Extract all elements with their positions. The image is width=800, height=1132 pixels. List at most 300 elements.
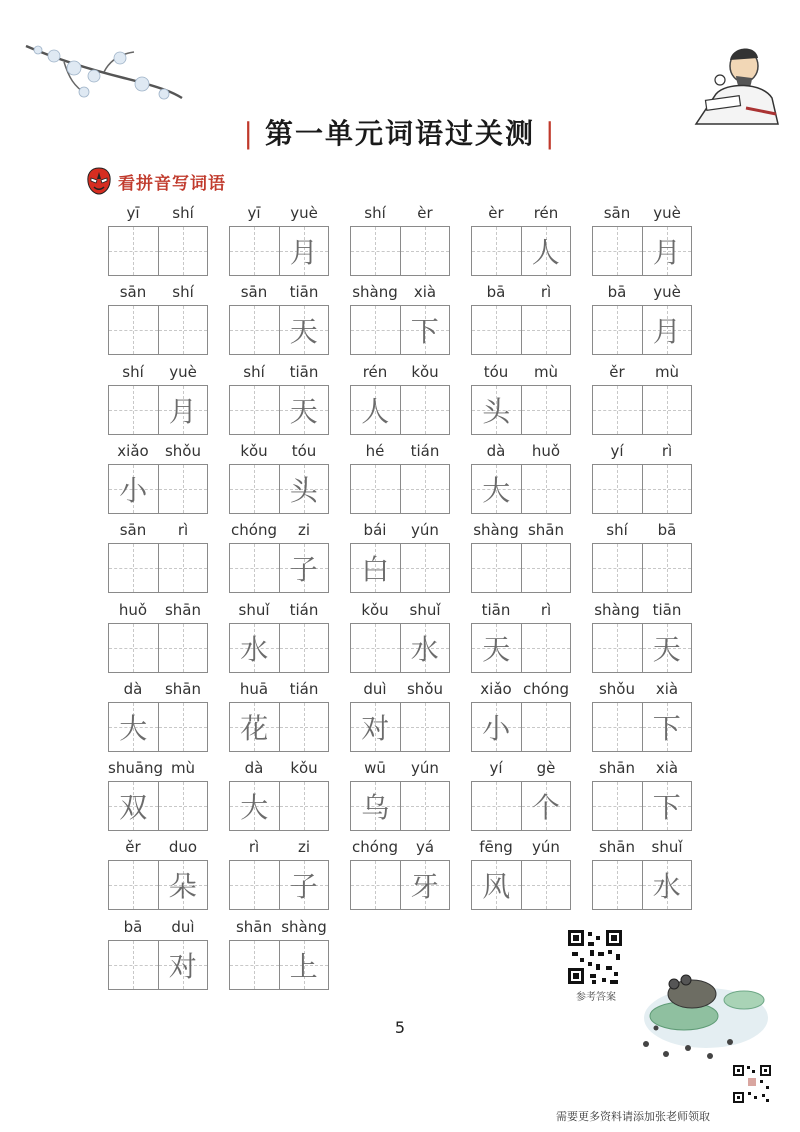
- hint-character: 天: [289, 395, 318, 428]
- hint-character: 双: [119, 791, 148, 824]
- pinyin-syllable: yī: [126, 204, 140, 222]
- pinyin-syllable: yún: [411, 759, 439, 777]
- pinyin-row: [471, 361, 571, 383]
- character-cell[interactable]: [521, 781, 572, 831]
- character-cell[interactable]: [521, 385, 572, 435]
- pinyin-syllable: tián: [289, 601, 319, 619]
- character-cell[interactable]: [642, 702, 693, 752]
- character-cell[interactable]: [350, 623, 401, 673]
- hint-character: 白: [361, 553, 390, 586]
- character-cell[interactable]: [592, 226, 643, 276]
- pinyin-syllable: xiǎo: [117, 442, 149, 460]
- hint-character: 上: [289, 950, 318, 983]
- word-item: [108, 202, 208, 278]
- character-cell[interactable]: [108, 543, 159, 593]
- hint-character: 乌: [361, 791, 390, 824]
- character-cell[interactable]: [592, 623, 643, 673]
- tianzige-boxes: [229, 305, 329, 355]
- character-cell[interactable]: [400, 623, 451, 673]
- hint-character: 对: [361, 712, 390, 745]
- character-cell[interactable]: [400, 860, 451, 910]
- pinyin-syllable: èr: [417, 204, 433, 222]
- character-cell[interactable]: [279, 781, 330, 831]
- tianzige-boxes: [350, 385, 450, 435]
- hint-character: 天: [482, 633, 511, 666]
- character-cell[interactable]: [642, 860, 693, 910]
- character-cell[interactable]: [229, 781, 280, 831]
- pinyin-syllable: mù: [170, 759, 196, 777]
- pinyin-syllable: huǒ: [531, 442, 561, 460]
- hint-character: 子: [289, 553, 318, 586]
- tianzige-boxes: [471, 226, 571, 276]
- tianzige-boxes: [350, 860, 450, 910]
- pinyin-row: [471, 440, 571, 462]
- word-item: [229, 916, 329, 992]
- hint-character: 人: [531, 236, 560, 269]
- pinyin-syllable: shān: [164, 680, 202, 698]
- character-cell[interactable]: [158, 464, 209, 514]
- footer-note: 需要更多资料请添加张老师领取: [556, 1110, 710, 1123]
- hint-character: 牙: [410, 870, 439, 903]
- tianzige-boxes: [108, 385, 208, 435]
- pinyin-syllable: shǒu: [598, 680, 635, 698]
- character-cell[interactable]: [400, 543, 451, 593]
- character-cell[interactable]: [521, 860, 572, 910]
- character-cell[interactable]: [592, 702, 643, 752]
- pinyin-syllable: shí: [364, 204, 386, 222]
- word-item: [229, 519, 329, 595]
- tianzige-boxes: [592, 781, 692, 831]
- pinyin-syllable: bái: [363, 521, 387, 539]
- pinyin-row: [350, 202, 450, 224]
- character-cell[interactable]: [642, 385, 693, 435]
- pinyin-row: [471, 836, 571, 858]
- pinyin-row: [350, 281, 450, 303]
- hint-character: 朵: [168, 870, 197, 903]
- pinyin-syllable: rì: [540, 601, 552, 619]
- title-left-bar: |: [243, 117, 255, 150]
- pinyin-syllable: bā: [657, 521, 677, 539]
- hint-character: 子: [289, 870, 318, 903]
- pinyin-syllable: shí: [172, 204, 194, 222]
- word-item: [471, 361, 571, 437]
- word-item: [592, 361, 692, 437]
- character-cell[interactable]: [400, 464, 451, 514]
- pinyin-syllable: yī: [247, 204, 261, 222]
- tianzige-boxes: [592, 702, 692, 752]
- tianzige-boxes: [108, 940, 208, 990]
- character-cell[interactable]: [158, 781, 209, 831]
- pinyin-syllable: rén: [533, 204, 559, 222]
- character-cell[interactable]: [108, 226, 159, 276]
- pinyin-row: [350, 440, 450, 462]
- character-cell[interactable]: [108, 305, 159, 355]
- tianzige-boxes: [229, 464, 329, 514]
- pinyin-syllable: shān: [235, 918, 273, 936]
- pinyin-row: [108, 757, 208, 779]
- character-cell[interactable]: [229, 940, 280, 990]
- character-cell[interactable]: [108, 860, 159, 910]
- pinyin-syllable: xià: [413, 283, 437, 301]
- character-cell[interactable]: [521, 305, 572, 355]
- character-cell[interactable]: [229, 623, 280, 673]
- character-cell[interactable]: [471, 543, 522, 593]
- tianzige-boxes: [350, 702, 450, 752]
- hint-character: 天: [652, 633, 681, 666]
- character-cell[interactable]: [279, 543, 330, 593]
- hint-character: 花: [240, 712, 269, 745]
- character-cell[interactable]: [592, 385, 643, 435]
- tianzige-boxes: [108, 226, 208, 276]
- character-cell[interactable]: [400, 781, 451, 831]
- character-cell[interactable]: [471, 385, 522, 435]
- pinyin-row: [350, 678, 450, 700]
- pinyin-syllable: shí: [243, 363, 265, 381]
- tianzige-boxes: [592, 305, 692, 355]
- pinyin-syllable: yuè: [653, 283, 681, 301]
- word-item: [350, 202, 450, 278]
- character-cell[interactable]: [108, 464, 159, 514]
- page-number: 5: [394, 1018, 406, 1037]
- character-cell[interactable]: [521, 623, 572, 673]
- word-item: [229, 678, 329, 754]
- word-item: [592, 519, 692, 595]
- word-item: [471, 440, 571, 516]
- tianzige-boxes: [229, 226, 329, 276]
- hint-character: 下: [652, 712, 681, 745]
- character-cell[interactable]: [642, 623, 693, 673]
- pinyin-row: [108, 916, 208, 938]
- pinyin-syllable: shuǐ: [651, 838, 683, 856]
- pinyin-row: [108, 361, 208, 383]
- character-cell[interactable]: [279, 940, 330, 990]
- word-item: [471, 757, 571, 833]
- pinyin-syllable: mù: [533, 363, 559, 381]
- pinyin-syllable: dà: [244, 759, 264, 777]
- qr-code-label: 参考答案: [576, 992, 616, 1003]
- pinyin-row: [592, 440, 692, 462]
- character-cell[interactable]: [400, 385, 451, 435]
- hint-character: 下: [652, 791, 681, 824]
- pinyin-syllable: hé: [365, 442, 385, 460]
- tianzige-boxes: [229, 860, 329, 910]
- pinyin-row: [350, 836, 450, 858]
- pinyin-row: [471, 678, 571, 700]
- character-cell[interactable]: [521, 702, 572, 752]
- pinyin-row: [350, 361, 450, 383]
- character-cell[interactable]: [279, 385, 330, 435]
- word-item: [229, 361, 329, 437]
- hint-character: 大: [119, 712, 148, 745]
- character-cell[interactable]: [350, 781, 401, 831]
- pinyin-syllable: shǒu: [164, 442, 201, 460]
- word-item: [108, 440, 208, 516]
- character-cell[interactable]: [642, 226, 693, 276]
- word-item: [592, 281, 692, 357]
- character-cell[interactable]: [108, 385, 159, 435]
- character-cell[interactable]: [279, 623, 330, 673]
- character-cell[interactable]: [400, 226, 451, 276]
- pinyin-syllable: sān: [119, 521, 147, 539]
- pinyin-syllable: tián: [289, 680, 319, 698]
- character-cell[interactable]: [592, 464, 643, 514]
- hint-character: 小: [482, 712, 511, 745]
- pinyin-syllable: sān: [119, 283, 147, 301]
- pinyin-row: [108, 202, 208, 224]
- character-cell[interactable]: [158, 305, 209, 355]
- pinyin-row: [592, 599, 692, 621]
- character-cell[interactable]: [108, 702, 159, 752]
- character-cell[interactable]: [279, 226, 330, 276]
- character-cell[interactable]: [350, 226, 401, 276]
- tianzige-boxes: [350, 226, 450, 276]
- hint-character: 下: [410, 315, 439, 348]
- word-item: [471, 836, 571, 912]
- pinyin-syllable: shí: [172, 283, 194, 301]
- hint-character: 人: [361, 395, 390, 428]
- pinyin-syllable: èr: [488, 204, 504, 222]
- tianzige-boxes: [350, 543, 450, 593]
- character-cell[interactable]: [400, 305, 451, 355]
- character-cell[interactable]: [279, 702, 330, 752]
- pinyin-syllable: huā: [239, 680, 269, 698]
- qr-code-answers[interactable]: [566, 928, 624, 986]
- hint-character: 个: [531, 791, 560, 824]
- character-cell[interactable]: [158, 385, 209, 435]
- pinyin-row: [592, 836, 692, 858]
- character-cell[interactable]: [158, 860, 209, 910]
- tianzige-boxes: [229, 781, 329, 831]
- pinyin-syllable: bā: [486, 283, 506, 301]
- pinyin-row: [471, 757, 571, 779]
- pinyin-syllable: tián: [410, 442, 440, 460]
- word-item: [592, 678, 692, 754]
- character-cell[interactable]: [642, 781, 693, 831]
- character-cell[interactable]: [279, 464, 330, 514]
- word-item: [592, 836, 692, 912]
- tianzige-boxes: [229, 702, 329, 752]
- pinyin-syllable: tóu: [483, 363, 509, 381]
- pinyin-syllable: bā: [123, 918, 143, 936]
- pinyin-syllable: xià: [655, 680, 679, 698]
- character-cell[interactable]: [642, 543, 693, 593]
- pinyin-row: [108, 678, 208, 700]
- pinyin-syllable: wū: [364, 759, 386, 777]
- word-item: [350, 599, 450, 675]
- tianzige-boxes: [471, 305, 571, 355]
- character-cell[interactable]: [279, 860, 330, 910]
- word-item: [350, 757, 450, 833]
- frog-on-lotus-leaf-illustration: [626, 956, 776, 1066]
- pinyin-row: [592, 678, 692, 700]
- pinyin-syllable: shuǐ: [238, 601, 270, 619]
- pinyin-row: [350, 519, 450, 541]
- character-cell[interactable]: [521, 464, 572, 514]
- pinyin-row: [592, 519, 692, 541]
- pinyin-row: [229, 519, 329, 541]
- word-item: [471, 519, 571, 595]
- pinyin-row: [350, 757, 450, 779]
- character-cell[interactable]: [229, 464, 280, 514]
- tianzige-boxes: [471, 781, 571, 831]
- word-item: [471, 599, 571, 675]
- pinyin-syllable: zi: [297, 521, 311, 539]
- character-cell[interactable]: [592, 860, 643, 910]
- pinyin-syllable: shān: [598, 838, 636, 856]
- hint-character: 大: [482, 474, 511, 507]
- title-right-bar: |: [545, 117, 557, 150]
- pinyin-row: [108, 599, 208, 621]
- pinyin-syllable: yá: [415, 838, 435, 856]
- pinyin-row: [471, 202, 571, 224]
- character-cell[interactable]: [229, 543, 280, 593]
- tianzige-boxes: [350, 464, 450, 514]
- pinyin-syllable: zi: [297, 838, 311, 856]
- character-cell[interactable]: [471, 226, 522, 276]
- pinyin-row: [229, 916, 329, 938]
- pinyin-syllable: shàng: [594, 601, 640, 619]
- pinyin-row: [229, 678, 329, 700]
- character-cell[interactable]: [471, 702, 522, 752]
- character-cell[interactable]: [592, 305, 643, 355]
- pinyin-syllable: shí: [122, 363, 144, 381]
- tianzige-boxes: [471, 623, 571, 673]
- tianzige-boxes: [108, 305, 208, 355]
- tianzige-boxes: [108, 623, 208, 673]
- character-cell[interactable]: [471, 464, 522, 514]
- pinyin-syllable: bā: [607, 283, 627, 301]
- character-cell[interactable]: [158, 623, 209, 673]
- pinyin-syllable: shí: [606, 521, 628, 539]
- character-cell[interactable]: [108, 623, 159, 673]
- tianzige-boxes: [592, 226, 692, 276]
- pinyin-syllable: duì: [171, 918, 195, 936]
- character-cell[interactable]: [471, 305, 522, 355]
- character-cell[interactable]: [471, 623, 522, 673]
- pinyin-syllable: shàng: [352, 283, 398, 301]
- pinyin-syllable: yuè: [290, 204, 318, 222]
- pinyin-row: [471, 519, 571, 541]
- pinyin-row: [471, 281, 571, 303]
- character-cell[interactable]: [350, 702, 401, 752]
- character-cell[interactable]: [592, 781, 643, 831]
- character-cell[interactable]: [158, 543, 209, 593]
- hint-character: 头: [289, 474, 318, 507]
- tianzige-boxes: [592, 385, 692, 435]
- word-item: [592, 202, 692, 278]
- pinyin-syllable: tiān: [289, 283, 319, 301]
- character-cell[interactable]: [350, 305, 401, 355]
- word-item: [229, 599, 329, 675]
- character-cell[interactable]: [158, 226, 209, 276]
- pinyin-syllable: kǒu: [240, 442, 268, 460]
- word-item: [350, 361, 450, 437]
- pinyin-syllable: mù: [654, 363, 680, 381]
- pinyin-syllable: shān: [598, 759, 636, 777]
- pinyin-row: [592, 361, 692, 383]
- tianzige-boxes: [108, 781, 208, 831]
- pinyin-syllable: yí: [489, 759, 503, 777]
- pinyin-syllable: yuè: [653, 204, 681, 222]
- word-item: [471, 202, 571, 278]
- character-cell[interactable]: [350, 860, 401, 910]
- word-item: [350, 678, 450, 754]
- qr-code-contact[interactable]: [732, 1064, 772, 1104]
- character-cell[interactable]: [642, 305, 693, 355]
- pinyin-syllable: dà: [486, 442, 506, 460]
- character-cell[interactable]: [229, 385, 280, 435]
- pinyin-syllable: chóng: [231, 521, 277, 539]
- character-cell[interactable]: [108, 781, 159, 831]
- character-cell[interactable]: [158, 702, 209, 752]
- pinyin-syllable: duo: [168, 838, 198, 856]
- hint-character: 水: [652, 870, 681, 903]
- word-item: [592, 599, 692, 675]
- character-cell[interactable]: [229, 702, 280, 752]
- pinyin-syllable: shuǐ: [409, 601, 441, 619]
- pinyin-syllable: shàng: [281, 918, 327, 936]
- word-item: [108, 519, 208, 595]
- character-cell[interactable]: [471, 781, 522, 831]
- word-item: [108, 757, 208, 833]
- pinyin-syllable: yún: [532, 838, 560, 856]
- pinyin-syllable: yuè: [169, 363, 197, 381]
- character-cell[interactable]: [229, 226, 280, 276]
- character-cell[interactable]: [642, 464, 693, 514]
- pinyin-syllable: kǒu: [411, 363, 439, 381]
- word-item: [108, 361, 208, 437]
- pinyin-row: [471, 599, 571, 621]
- character-cell[interactable]: [279, 305, 330, 355]
- pinyin-row: [108, 836, 208, 858]
- character-cell[interactable]: [350, 464, 401, 514]
- word-item: [108, 678, 208, 754]
- tianzige-boxes: [229, 385, 329, 435]
- tianzige-boxes: [592, 860, 692, 910]
- pinyin-syllable: tiān: [481, 601, 511, 619]
- character-cell[interactable]: [521, 226, 572, 276]
- pinyin-syllable: kǒu: [290, 759, 318, 777]
- word-item: [229, 440, 329, 516]
- character-cell[interactable]: [350, 385, 401, 435]
- hint-character: 对: [168, 950, 197, 983]
- word-item: [350, 519, 450, 595]
- character-cell[interactable]: [400, 702, 451, 752]
- character-cell[interactable]: [158, 940, 209, 990]
- hint-character: 水: [240, 633, 269, 666]
- pinyin-syllable: ěr: [125, 838, 141, 856]
- character-cell[interactable]: [471, 860, 522, 910]
- pinyin-row: [592, 281, 692, 303]
- character-cell[interactable]: [229, 305, 280, 355]
- pinyin-syllable: yí: [610, 442, 624, 460]
- pinyin-syllable: shān: [164, 601, 202, 619]
- character-cell[interactable]: [521, 543, 572, 593]
- character-cell[interactable]: [108, 940, 159, 990]
- character-cell[interactable]: [350, 543, 401, 593]
- pinyin-row: [108, 440, 208, 462]
- hint-character: 月: [652, 315, 681, 348]
- pinyin-syllable: tiān: [289, 363, 319, 381]
- character-cell[interactable]: [592, 543, 643, 593]
- tianzige-boxes: [471, 464, 571, 514]
- pinyin-syllable: shǒu: [406, 680, 443, 698]
- pinyin-syllable: chóng: [352, 838, 398, 856]
- character-cell[interactable]: [229, 860, 280, 910]
- word-item: [229, 202, 329, 278]
- word-item: [350, 281, 450, 357]
- word-item: [350, 836, 450, 912]
